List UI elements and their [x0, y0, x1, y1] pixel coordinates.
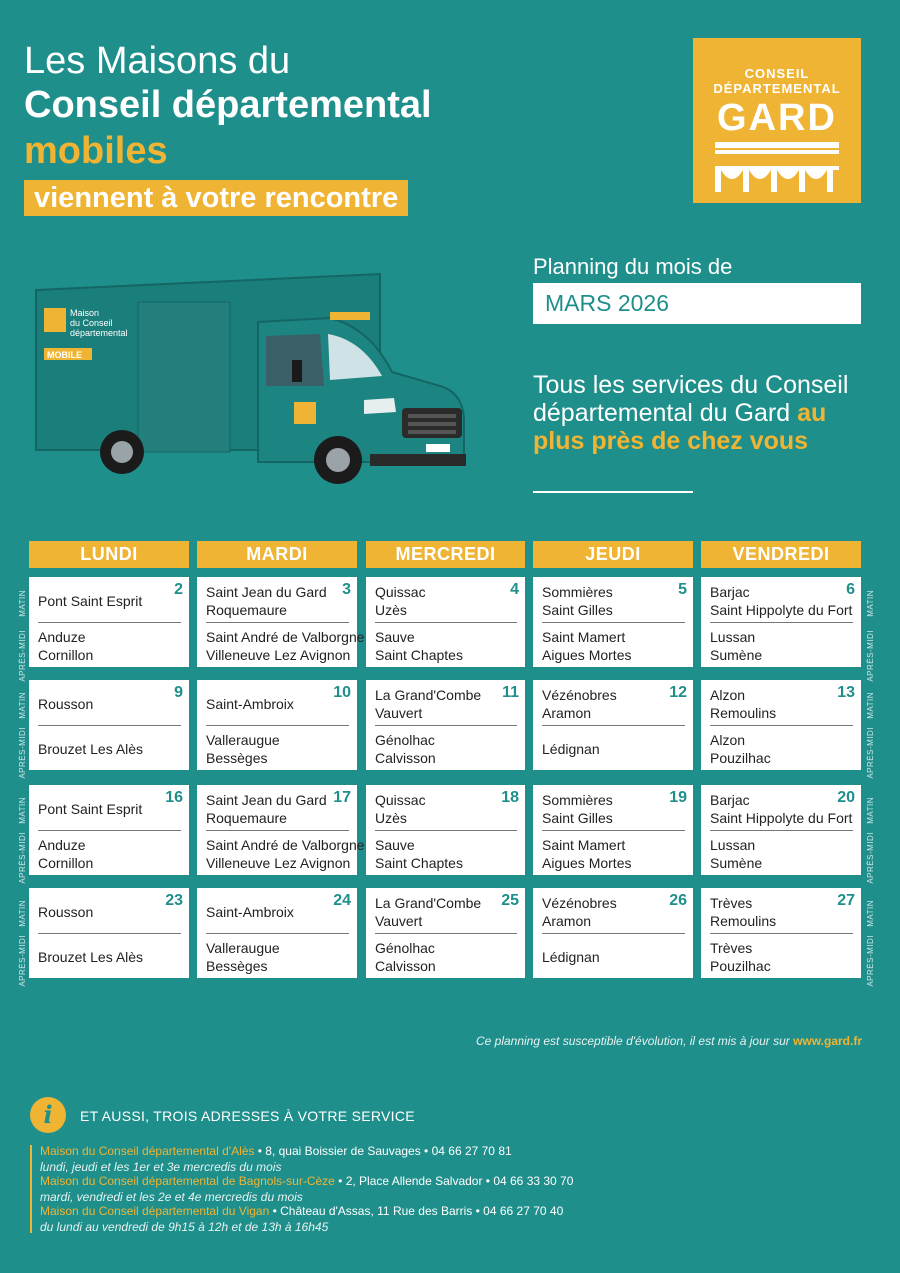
day-header-jeudi: JEUDI: [533, 541, 693, 568]
location-name: Vauvert: [375, 705, 423, 721]
location-name: Saint Chaptes: [375, 855, 463, 871]
location-name: Lédignan: [542, 949, 600, 965]
location-name: Pouzilhac: [710, 958, 771, 974]
location-name: Aramon: [542, 913, 592, 929]
afternoon-locations: [375, 628, 517, 664]
day-number: 18: [501, 789, 519, 806]
afternoon-locations: [375, 939, 517, 975]
location-name: Villeneuve Lez Avignon: [206, 855, 351, 871]
morning-locations: [206, 583, 331, 619]
location-name: Remoulins: [710, 913, 777, 929]
half-day-divider: [38, 725, 181, 726]
morning-locations: [375, 583, 499, 619]
location-name: Barjac: [710, 792, 750, 808]
day-number: 3: [342, 581, 351, 598]
location-name: Cornillon: [38, 647, 94, 663]
half-day-divider: [710, 622, 853, 623]
location-name: Calvisson: [375, 750, 436, 766]
day-number: 12: [669, 684, 687, 701]
location-name: Sumène: [710, 647, 763, 663]
location-name: Sumène: [710, 855, 763, 871]
calendar-day-cell: [29, 577, 189, 667]
morning-locations: [542, 686, 667, 722]
day-number: 6: [846, 581, 855, 598]
side-label-am: MATIN: [866, 590, 875, 617]
calendar-day-cell: [533, 888, 693, 978]
location-name: Lédignan: [542, 741, 600, 757]
info-title: ET AUSSI, TROIS ADRESSES À VOTRE SERVICE: [80, 1108, 415, 1124]
afternoon-locations: [38, 836, 181, 872]
morning-locations: [38, 695, 163, 713]
address-name: Maison du Conseil départemental du Vigan: [40, 1204, 270, 1218]
day-header-lundi: LUNDI: [29, 541, 189, 568]
afternoon-locations: [710, 628, 853, 664]
location-name: Saint Jean du Gard: [206, 584, 327, 600]
day-number: 9: [174, 684, 183, 701]
day-number: 17: [333, 789, 351, 806]
side-label-am: MATIN: [866, 797, 875, 824]
location-name: Aigues Mortes: [542, 647, 632, 663]
half-day-divider: [542, 725, 685, 726]
morning-locations: [38, 903, 163, 921]
side-label-pm: APRÈS-MIDI: [18, 630, 27, 682]
location-name: Saint Mamert: [542, 629, 626, 645]
calendar-day-cell: [701, 680, 861, 770]
side-label-am: MATIN: [18, 900, 27, 927]
location-name: Saint Hippolyte du Fort: [710, 810, 853, 826]
side-label-pm: APRÈS-MIDI: [866, 935, 875, 987]
afternoon-locations: [542, 740, 685, 758]
svg-text:Maison: Maison: [70, 308, 100, 318]
day-number: 2: [174, 581, 183, 598]
pont-du-gard-icon: [713, 140, 841, 194]
day-header-mardi: MARDI: [197, 541, 357, 568]
address-vigan: [40, 1203, 563, 1219]
calendar-day-cell: [533, 785, 693, 875]
morning-locations: [710, 686, 835, 722]
day-number: 24: [333, 892, 351, 909]
day-number: 16: [165, 789, 183, 806]
location-name: Rousson: [38, 696, 94, 712]
location-name: Cornillon: [38, 855, 94, 871]
side-label-am: MATIN: [18, 797, 27, 824]
location-name: Sommières: [542, 584, 613, 600]
calendar-day-cell: [701, 888, 861, 978]
afternoon-locations: [710, 836, 853, 872]
half-day-divider: [375, 933, 517, 934]
location-name: Pouzilhac: [710, 750, 771, 766]
day-number: 13: [837, 684, 855, 701]
location-name: Saint Hippolyte du Fort: [710, 602, 853, 618]
location-name: Sauve: [375, 837, 415, 853]
website-link[interactable]: www.gard.fr: [793, 1034, 862, 1048]
morning-locations: [206, 791, 331, 827]
logo-line-1: CONSEIL: [744, 66, 810, 81]
morning-locations: [375, 791, 499, 827]
half-day-divider: [375, 830, 517, 831]
day-number: 25: [501, 892, 519, 909]
afternoon-locations: [710, 731, 853, 767]
calendar-day-cell: [366, 577, 525, 667]
half-day-divider: [710, 933, 853, 934]
location-name: Saint Gilles: [542, 810, 613, 826]
day-number: 5: [678, 581, 687, 598]
location-name: Rousson: [38, 904, 94, 920]
afternoon-locations: [542, 836, 685, 872]
side-label-pm: APRÈS-MIDI: [866, 727, 875, 779]
half-day-divider: [38, 830, 181, 831]
address-name: Maison du Conseil départemental d'Alès: [40, 1144, 255, 1158]
address-name: Maison du Conseil départemental de Bagnols-sur-Cèze: [40, 1174, 335, 1188]
address-details: • 8, quai Boissier de Sauvages • 04 66 27 70 81: [254, 1144, 512, 1158]
update-note: [476, 1034, 862, 1048]
afternoon-locations: [206, 836, 365, 872]
logo-line-2: DÉPARTEMENTAL: [713, 81, 841, 96]
location-name: Lussan: [710, 837, 756, 853]
afternoon-locations: [38, 948, 181, 966]
tagline: [533, 371, 863, 455]
afternoon-locations: [710, 939, 853, 975]
location-name: Saint Gilles: [542, 602, 613, 618]
morning-locations: [206, 903, 331, 921]
half-day-divider: [542, 830, 685, 831]
half-day-divider: [206, 622, 349, 623]
side-label-am: MATIN: [18, 590, 27, 617]
calendar-day-cell: [29, 680, 189, 770]
location-name: Vauvert: [375, 913, 423, 929]
day-number: 26: [669, 892, 687, 909]
morning-locations: [375, 686, 499, 722]
location-name: Brouzet Les Alès: [38, 949, 144, 965]
calendar-day-cell: [701, 577, 861, 667]
gard-logo: [693, 38, 861, 203]
day-number: 27: [837, 892, 855, 909]
update-note-text: Ce planning est susceptible d'évolution, il est mis à jour sur: [475, 1034, 794, 1048]
location-name: Villeneuve Lez Avignon: [206, 647, 351, 663]
location-name: Saint André de Valborgne: [206, 837, 365, 853]
half-day-divider: [206, 933, 349, 934]
location-name: Brouzet Les Alès: [38, 741, 144, 757]
svg-text:du Conseil: du Conseil: [70, 318, 113, 328]
side-label-am: MATIN: [18, 692, 27, 719]
day-number: 23: [165, 892, 183, 909]
day-number: 20: [837, 789, 855, 806]
day-number: 11: [502, 684, 519, 701]
tagline-highlight: au plus près de chez vous: [533, 399, 827, 455]
location-name: Valleraugue: [206, 940, 280, 956]
half-day-divider: [542, 933, 685, 934]
afternoon-locations: [206, 939, 349, 975]
location-name: Aigues Mortes: [542, 855, 632, 871]
day-number: 10: [333, 684, 351, 701]
location-name: Alzon: [710, 687, 746, 703]
location-name: Vézénobres: [542, 895, 617, 911]
logo-line-3: GARD: [717, 97, 837, 139]
afternoon-locations: [38, 740, 181, 758]
half-day-divider: [542, 622, 685, 623]
afternoon-locations: [542, 948, 685, 966]
location-name: Génolhac: [375, 940, 435, 956]
calendar-day-cell: [366, 680, 525, 770]
location-name: Sommières: [542, 792, 613, 808]
calendar-day-cell: [197, 785, 365, 875]
calendar-day-cell: [701, 785, 861, 875]
location-name: Anduze: [38, 837, 86, 853]
morning-locations: [38, 592, 163, 610]
location-name: Roquemaure: [206, 602, 287, 618]
location-name: Quissac: [375, 792, 426, 808]
morning-locations: [542, 583, 667, 619]
location-name: Pont Saint Esprit: [38, 801, 143, 817]
location-name: Lussan: [710, 629, 756, 645]
location-name: Calvisson: [375, 958, 436, 974]
afternoon-locations: [542, 628, 685, 664]
calendar-day-cell: [197, 888, 357, 978]
location-name: Anduze: [38, 629, 86, 645]
day-header-mercredi: MERCREDI: [366, 541, 525, 568]
half-day-divider: [375, 725, 517, 726]
side-label-pm: APRÈS-MIDI: [18, 727, 27, 779]
calendar-day-cell: [366, 888, 525, 978]
afternoon-locations: [375, 731, 517, 767]
location-name: Alzon: [710, 732, 746, 748]
location-name: Uzès: [375, 602, 407, 618]
location-name: Saint Mamert: [542, 837, 626, 853]
side-label-pm: APRÈS-MIDI: [18, 832, 27, 884]
afternoon-locations: [375, 836, 517, 872]
day-number: 19: [669, 789, 687, 806]
location-name: Génolhac: [375, 732, 435, 748]
side-label-am: MATIN: [866, 692, 875, 719]
address-divider: [30, 1145, 32, 1233]
morning-locations: [710, 894, 835, 930]
half-day-divider: [38, 622, 181, 623]
address-details: • Château d'Assas, 11 Rue des Barris • 04 66 27 70 40: [269, 1204, 564, 1218]
side-label-pm: APRÈS-MIDI: [866, 630, 875, 682]
morning-locations: [542, 791, 667, 827]
calendar-day-cell: [197, 680, 357, 770]
location-name: Valleraugue: [206, 732, 280, 748]
afternoon-locations: [38, 628, 181, 664]
location-name: Saint André de Valborgne: [206, 629, 365, 645]
calendar-day-cell: [533, 680, 693, 770]
location-name: Uzès: [375, 810, 407, 826]
info-icon: i: [30, 1097, 66, 1133]
calendar-day-cell: [29, 785, 189, 875]
morning-locations: [206, 695, 331, 713]
morning-locations: [542, 894, 667, 930]
half-day-divider: [710, 725, 853, 726]
calendar-day-cell: [533, 577, 693, 667]
svg-text:MOBILE: MOBILE: [47, 350, 82, 360]
address-hours: lundi, jeudi et les 1er et 3e mercredis du mois: [40, 1160, 282, 1174]
day-header-vendredi: VENDREDI: [701, 541, 861, 568]
location-name: Saint-Ambroix: [206, 696, 294, 712]
location-name: La Grand'Combe: [375, 687, 482, 703]
location-name: Quissac: [375, 584, 426, 600]
location-name: Saint Chaptes: [375, 647, 463, 663]
morning-locations: [375, 894, 499, 930]
address-hours: mardi, vendredi et les 2e et 4e mercredis du mois: [40, 1190, 303, 1204]
side-label-am: MATIN: [866, 900, 875, 927]
calendar-day-cell: [29, 888, 189, 978]
location-name: Bessèges: [206, 958, 268, 974]
location-name: Sauve: [375, 629, 415, 645]
afternoon-locations: [206, 628, 365, 664]
location-name: Bessèges: [206, 750, 268, 766]
half-day-divider: [206, 830, 349, 831]
title-banner: viennent à votre rencontre: [24, 180, 408, 216]
half-day-divider: [375, 622, 517, 623]
planning-label: Planning du mois de: [533, 254, 733, 279]
location-name: Remoulins: [710, 705, 777, 721]
address-bagnols: [40, 1173, 573, 1189]
location-name: La Grand'Combe: [375, 895, 482, 911]
calendar-day-cell: [197, 577, 365, 667]
location-name: Vézénobres: [542, 687, 617, 703]
title-line-2: Conseil départemental: [24, 84, 432, 126]
location-name: Barjac: [710, 584, 750, 600]
tagline-text: Tous les services du Conseil départemental du Gard: [533, 371, 849, 427]
address-hours: du lundi au vendredi de 9h15 à 12h et de 13h à 16h45: [40, 1220, 329, 1234]
location-name: Saint Jean du Gard: [206, 792, 327, 808]
location-name: Trèves: [710, 940, 753, 956]
planning-month: MARS 2026: [533, 283, 861, 324]
svg-text:départemental: départemental: [70, 328, 128, 338]
half-day-divider: [206, 725, 349, 726]
location-name: Pont Saint Esprit: [38, 593, 143, 609]
morning-locations: [38, 800, 163, 818]
day-number: 4: [510, 581, 519, 598]
location-name: Saint-Ambroix: [206, 904, 294, 920]
address-ales: [40, 1143, 512, 1159]
morning-locations: [710, 583, 853, 619]
tagline-divider: [533, 491, 693, 493]
mobile-van-illustration: [30, 268, 470, 493]
side-label-pm: APRÈS-MIDI: [18, 935, 27, 987]
afternoon-locations: [206, 731, 349, 767]
location-name: Aramon: [542, 705, 592, 721]
calendar-day-cell: [366, 785, 525, 875]
location-name: Roquemaure: [206, 810, 287, 826]
title-line-3: mobiles: [24, 130, 168, 172]
half-day-divider: [710, 830, 853, 831]
title-line-1: Les Maisons du: [24, 40, 291, 82]
location-name: Trèves: [710, 895, 753, 911]
side-label-pm: APRÈS-MIDI: [866, 832, 875, 884]
address-details: • 2, Place Allende Salvador • 04 66 33 30 70: [334, 1174, 574, 1188]
half-day-divider: [38, 933, 181, 934]
